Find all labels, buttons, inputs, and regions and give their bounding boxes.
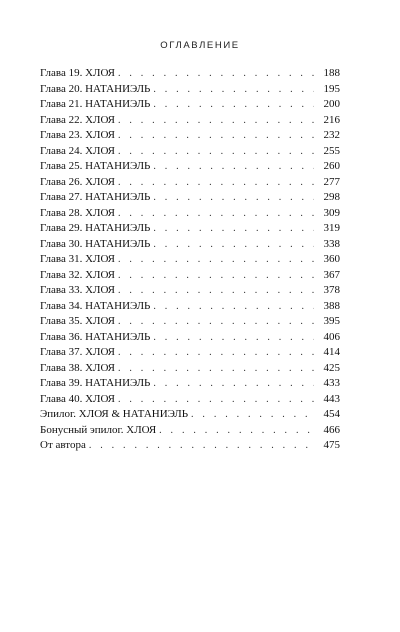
toc-entry-page: 360 [323, 253, 340, 265]
dot-leader [153, 330, 314, 346]
toc-entry-page: 277 [323, 175, 340, 188]
page-title: ОГЛАВЛЕНИЕ [160, 40, 240, 51]
toc-entry-title: Глава 36. НАТАНИЭЛЬ [40, 330, 151, 343]
toc-entry [40, 392, 340, 408]
dot-leader [153, 82, 314, 98]
toc-entry-page: 255 [323, 144, 340, 157]
dot-leader [191, 407, 314, 423]
toc-entry-page: 443 [323, 392, 340, 405]
toc-entry [40, 82, 340, 98]
table-of-contents [40, 66, 340, 454]
dot-leader [118, 283, 314, 299]
toc-entry-page: 367 [323, 268, 340, 281]
dot-leader [118, 144, 314, 160]
toc-entry [40, 128, 340, 144]
toc-entry [40, 221, 340, 237]
toc-entry [40, 345, 340, 361]
dot-leader [153, 237, 314, 253]
toc-entry-title: Глава 27. НАТАНИЭЛЬ [40, 191, 151, 203]
toc-entry-title: Глава 39. НАТАНИЭЛЬ [40, 377, 151, 389]
toc-entry [40, 175, 340, 191]
toc-entry-page: 406 [323, 330, 340, 343]
dot-leader [153, 376, 314, 392]
toc-entry [40, 206, 340, 222]
toc-entry-title: Глава 38. ХЛОЯ [40, 361, 115, 374]
toc-entry [40, 66, 340, 82]
toc-entry-page: 378 [323, 284, 340, 296]
dot-leader [118, 252, 314, 268]
toc-entry-page: 232 [323, 129, 340, 141]
dot-leader [153, 190, 314, 206]
toc-entry-title: Глава 37. ХЛОЯ [40, 346, 115, 358]
toc-entry-page: 433 [323, 377, 340, 389]
toc-entry-title: Эпилог. ХЛОЯ & НАТАНИЭЛЬ [40, 408, 189, 420]
toc-entry-title: Бонусный эпилог. ХЛОЯ [40, 423, 157, 436]
toc-entry [40, 438, 340, 454]
dot-leader [118, 268, 314, 284]
toc-entry-title: Глава 24. ХЛОЯ [40, 144, 115, 157]
dot-leader [89, 438, 314, 454]
toc-entry-title: Глава 19. ХЛОЯ [40, 67, 115, 79]
toc-entry-title: Глава 32. ХЛОЯ [40, 268, 115, 281]
toc-entry-title: Глава 20. НАТАНИЭЛЬ [40, 82, 151, 95]
toc-entry-page: 395 [323, 315, 340, 327]
toc-entry [40, 237, 340, 253]
toc-entry [40, 97, 340, 113]
toc-entry-page: 298 [323, 191, 340, 203]
toc-entry-title: Глава 29. НАТАНИЭЛЬ [40, 222, 151, 234]
toc-entry-title: Глава 21. НАТАНИЭЛЬ [40, 98, 151, 110]
toc-entry [40, 252, 340, 268]
toc-entry [40, 423, 340, 439]
dot-leader [153, 299, 314, 315]
toc-entry-page: 466 [323, 423, 340, 436]
toc-entry [40, 376, 340, 392]
toc-entry-page: 475 [323, 439, 340, 451]
toc-entry-page: 260 [323, 160, 340, 172]
dot-leader [153, 159, 314, 175]
dot-leader [118, 66, 314, 82]
toc-entry-page: 195 [323, 82, 340, 95]
toc-entry-page: 414 [323, 346, 340, 358]
toc-entry [40, 407, 340, 423]
toc-entry-title: Глава 33. ХЛОЯ [40, 284, 115, 296]
toc-entry-page: 216 [323, 113, 340, 126]
toc-entry-title: Глава 35. ХЛОЯ [40, 315, 115, 327]
toc-entry [40, 299, 340, 315]
dot-leader [118, 175, 314, 191]
toc-entry-page: 319 [323, 222, 340, 234]
toc-entry-title: Глава 22. ХЛОЯ [40, 113, 115, 126]
toc-entry-title: Глава 26. ХЛОЯ [40, 175, 115, 188]
toc-entry-title: Глава 30. НАТАНИЭЛЬ [40, 237, 151, 250]
dot-leader [159, 423, 314, 439]
dot-leader [153, 97, 314, 113]
toc-entry-title: Глава 40. ХЛОЯ [40, 392, 115, 405]
toc-entry-page: 388 [323, 299, 340, 312]
toc-entry [40, 283, 340, 299]
dot-leader [118, 128, 314, 144]
toc-entry-title: Глава 31. ХЛОЯ [40, 253, 115, 265]
dot-leader [118, 345, 314, 361]
toc-entry-page: 188 [323, 67, 340, 79]
dot-leader [153, 221, 314, 237]
toc-entry-page: 338 [323, 237, 340, 250]
toc-entry-title: Глава 25. НАТАНИЭЛЬ [40, 160, 151, 172]
toc-entry [40, 361, 340, 377]
dot-leader [118, 314, 314, 330]
dot-leader [118, 392, 314, 408]
toc-entry-title: Глава 23. ХЛОЯ [40, 129, 115, 141]
toc-entry [40, 144, 340, 160]
toc-entry-page: 425 [323, 361, 340, 374]
toc-entry-title: От автора [40, 439, 86, 451]
toc-entry-page: 309 [323, 206, 340, 219]
toc-entry-title: Глава 34. НАТАНИЭЛЬ [40, 299, 151, 312]
toc-entry [40, 268, 340, 284]
toc-entry [40, 190, 340, 206]
dot-leader [118, 113, 314, 129]
toc-entry [40, 330, 340, 346]
toc-entry-page: 200 [323, 98, 340, 110]
toc-entry [40, 159, 340, 175]
toc-entry [40, 314, 340, 330]
dot-leader [118, 361, 314, 377]
dot-leader [118, 206, 314, 222]
toc-entry-page: 454 [323, 408, 340, 420]
toc-entry [40, 113, 340, 129]
toc-entry-title: Глава 28. ХЛОЯ [40, 206, 115, 219]
